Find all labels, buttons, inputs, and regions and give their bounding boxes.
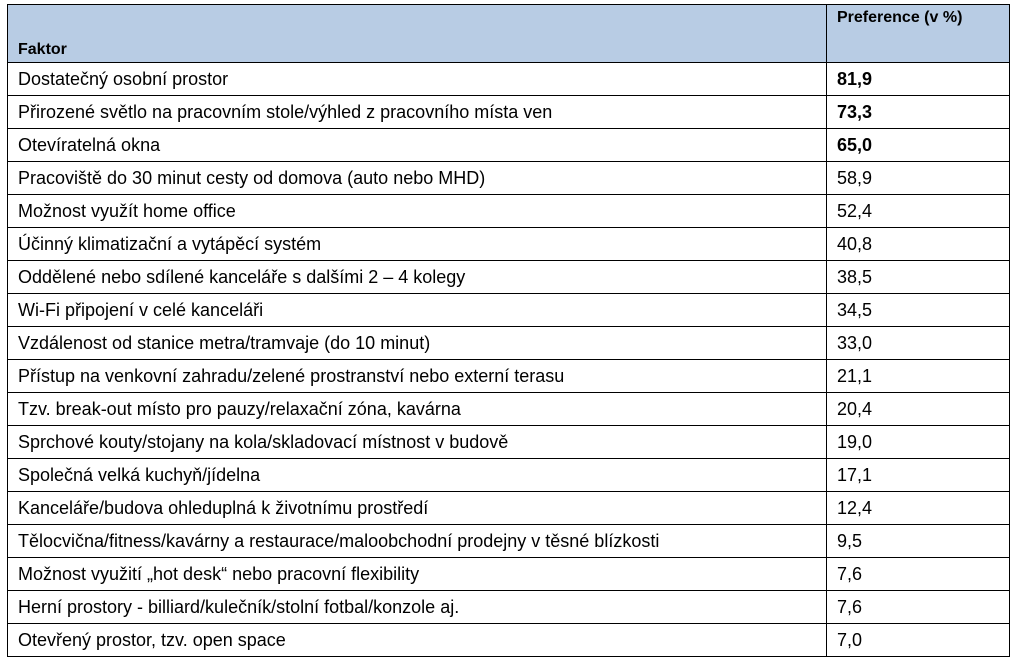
preference-value-cell: 65,0 [827,129,1010,162]
factor-cell: Tělocvična/fitness/kavárny a restaurace/maloobchodní prodejny v těsné blízkosti [8,525,827,558]
preference-value-cell: 21,1 [827,360,1010,393]
factor-cell: Možnost využít home office [8,195,827,228]
factor-cell: Dostatečný osobní prostor [8,63,827,96]
table-row [8,63,1010,96]
preference-value-cell: 58,9 [827,162,1010,195]
table-row [8,294,1010,327]
table-body [8,63,1010,657]
header-row [8,5,1010,63]
preference-value-cell: 20,4 [827,393,1010,426]
table-row [8,195,1010,228]
header-preference: Preference (v %) [827,5,1010,63]
header-factor: Faktor [8,5,827,63]
factor-cell: Pracoviště do 30 minut cesty od domova (auto nebo MHD) [8,162,827,195]
table-row [8,261,1010,294]
factor-cell: Wi-Fi připojení v celé kanceláři [8,294,827,327]
factor-cell: Kanceláře/budova ohleduplná k životnímu prostředí [8,492,827,525]
factor-cell: Možnost využití „hot desk“ nebo pracovní flexibility [8,558,827,591]
table-row [8,459,1010,492]
factor-cell: Vzdálenost od stanice metra/tramvaje (do 10 minut) [8,327,827,360]
preference-value-cell: 9,5 [827,525,1010,558]
table-row [8,525,1010,558]
factor-cell: Otevřený prostor, tzv. open space [8,624,827,657]
factor-cell: Oddělené nebo sdílené kanceláře s dalšími 2 – 4 kolegy [8,261,827,294]
table-row [8,426,1010,459]
preference-value-cell: 7,6 [827,591,1010,624]
table-row [8,492,1010,525]
factor-cell: Tzv. break-out místo pro pauzy/relaxační zóna, kavárna [8,393,827,426]
table-row [8,360,1010,393]
preference-value-cell: 33,0 [827,327,1010,360]
preference-value-cell: 17,1 [827,459,1010,492]
table-row [8,327,1010,360]
preference-value-cell: 7,0 [827,624,1010,657]
preference-value-cell: 12,4 [827,492,1010,525]
preference-value-cell: 52,4 [827,195,1010,228]
table-row [8,591,1010,624]
table-row [8,393,1010,426]
preference-value-cell: 7,6 [827,558,1010,591]
table-row [8,228,1010,261]
factor-cell: Herní prostory - billiard/kulečník/stolní fotbal/konzole aj. [8,591,827,624]
table-row [8,162,1010,195]
factor-cell: Sprchové kouty/stojany na kola/skladovací místnost v budově [8,426,827,459]
preference-value-cell: 38,5 [827,261,1010,294]
factor-cell: Přirozené světlo na pracovním stole/výhled z pracovního místa ven [8,96,827,129]
table-row [8,624,1010,657]
factor-cell: Otevíratelná okna [8,129,827,162]
table-row [8,558,1010,591]
preference-value-cell: 19,0 [827,426,1010,459]
table-row [8,96,1010,129]
preference-table [7,4,1010,657]
table-row [8,129,1010,162]
factor-cell: Účinný klimatizační a vytápěcí systém [8,228,827,261]
preference-value-cell: 81,9 [827,63,1010,96]
preference-value-cell: 73,3 [827,96,1010,129]
factor-cell: Společná velká kuchyň/jídelna [8,459,827,492]
preference-value-cell: 40,8 [827,228,1010,261]
factor-cell: Přístup na venkovní zahradu/zelené prostranství nebo externí terasu [8,360,827,393]
preference-value-cell: 34,5 [827,294,1010,327]
